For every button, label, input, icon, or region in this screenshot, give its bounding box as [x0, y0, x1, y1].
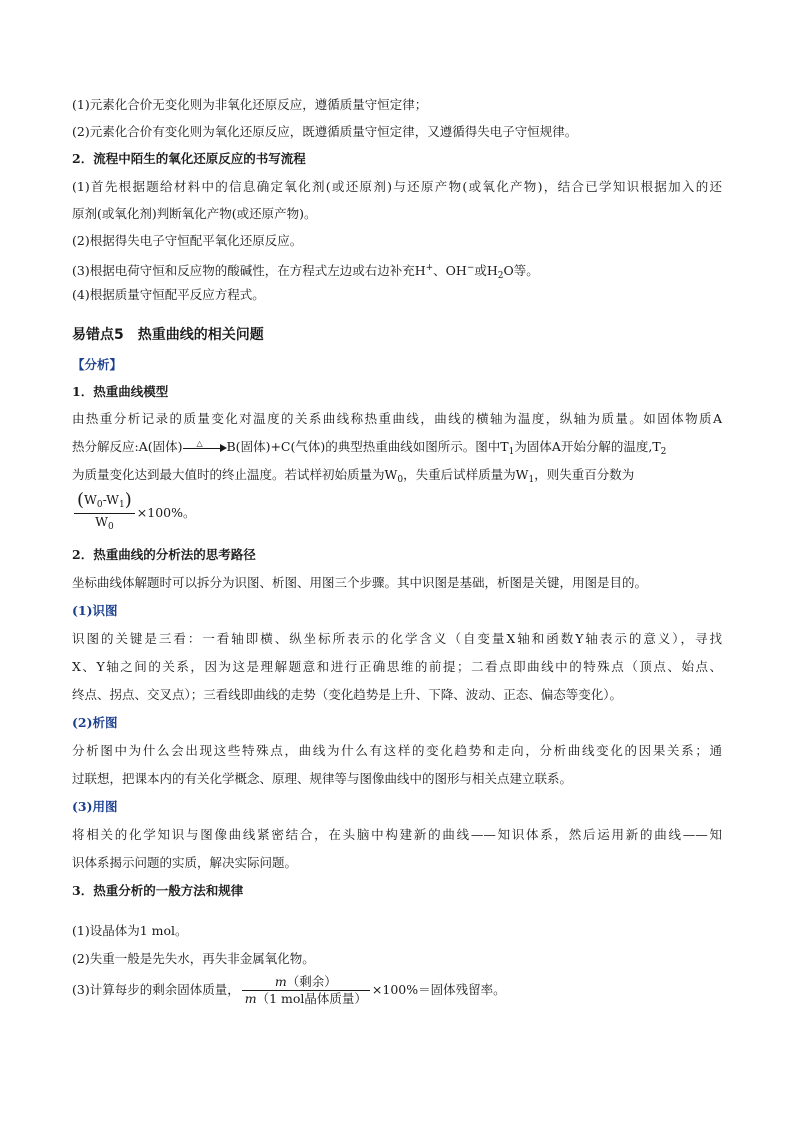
paragraph: (1)设晶体为1 mol。 — [72, 923, 188, 938]
paragraph-reaction: 热分解反应:A(固体) △ B(固体)+C(气体)的典型热重曲线如图所示。图中$T_1$为固体A开始分解的温度$,T_2$ — [72, 438, 667, 457]
paragraph: (1)元素化合价无变化则为非氧化还原反应，遵循质量守恒定律； — [72, 97, 428, 112]
mass-loss-formula: $\frac{(W_0-W_1)}{W_0}$ ×100%。 — [72, 492, 196, 535]
paragraph: (1)首先根据题给材料中的信息确定氧化剂(或还原剂)与还原产物(或氧化产物)，结合已学知识根据加入的还 — [72, 179, 722, 194]
paragraph: 为质量变化达到最大值时的终止温度。若试样初始质量为$W_0$，失重后试样质量为$W_1$，则失重百分数为 — [72, 467, 635, 485]
subheading: (1)识图 — [72, 603, 118, 618]
heat-arrow-icon: △ — [183, 443, 227, 453]
paragraph: (2)失重一般是先失水，再失非金属氧化物。 — [72, 951, 315, 966]
section-heading: 3．热重分析的一般方法和规律 — [72, 883, 244, 898]
paragraph: 识体系揭示问题的实质，解决实际问题。 — [72, 855, 298, 870]
paragraph: 识图的关键是三看：一看轴即横、纵坐标所表示的化学含义（自变量X轴和函数Y轴表示的意义），寻找 — [72, 631, 722, 646]
fraction: $\frac{(W_0-W_1)}{W_0}$ — [74, 492, 135, 535]
paragraph: 过联想，把课本内的有关化学概念、原理、规律等与图像曲线中的图形与相关点建立联系。 — [72, 771, 573, 786]
subheading: (3)用图 — [72, 799, 118, 814]
page-title: 易错点5 热重曲线的相关问题 — [72, 327, 264, 343]
analysis-label: 【分析】 — [72, 357, 123, 372]
paragraph: X、Y轴之间的关系，因为这是理解题意和进行正确思维的前提；二看点即曲线中的特殊点（顶点、始点、 — [72, 659, 722, 674]
paragraph: 终点、拐点、交叉点）；三看线即曲线的走势（变化趋势是上升、下降、波动、正态、偏态等变化）。 — [72, 687, 623, 702]
paragraph: 原剂(或氧化剂)判断氧化产物(或还原产物)。 — [72, 206, 317, 221]
paragraph: 坐标曲线体解题时可以拆分为识图、析图、用图三个步骤。其中识图是基础，析图是关键，用图是目的。 — [72, 575, 648, 590]
section-heading: 1．热重曲线模型 — [72, 384, 169, 399]
residue-rate-formula: (3)计算每步的剩余固体质量， $\frac{\text{m（剩余）}}{\text{m（1 mol晶体质量）}}$ ×100%＝固体残留率。 — [72, 974, 506, 1006]
paragraph: (4)根据质量守恒配平反应方程式。 — [72, 287, 265, 302]
section-heading: 2．热重曲线的分析法的思考路径 — [72, 547, 256, 562]
section-heading: 2．流程中陌生的氧化还原反应的书写流程 — [72, 151, 306, 166]
paragraph: (2)元素化合价有变化则为氧化还原反应，既遵循质量守恒定律，又遵循得失电子守恒规律。 — [72, 124, 578, 139]
paragraph: 分析图中为什么会出现这些特殊点，曲线为什么有这样的变化趋势和走向，分析曲线变化的因果关系；通 — [72, 743, 722, 758]
subheading: (2)析图 — [72, 715, 118, 730]
paragraph: (2)根据得失电子守恒配平氧化还原反应。 — [72, 233, 303, 248]
fraction: $\frac{\text{m（剩余）}}{\text{m（1 mol晶体质量）}}$ — [242, 974, 370, 1007]
paragraph: 将相关的化学知识与图像曲线紧密结合，在头脑中构建新的曲线——知识体系，然后运用新的曲线——知 — [72, 827, 722, 842]
paragraph-ion-formula: (3)根据电荷守恒和反应物的酸碱性，在方程式左边或右边补充H+、OH−或$H_2O$等。 — [72, 263, 539, 281]
paragraph: 由热重分析记录的质量变化对温度的关系曲线称热重曲线，曲线的横轴为温度，纵轴为质量。如固体物质A — [72, 411, 722, 426]
